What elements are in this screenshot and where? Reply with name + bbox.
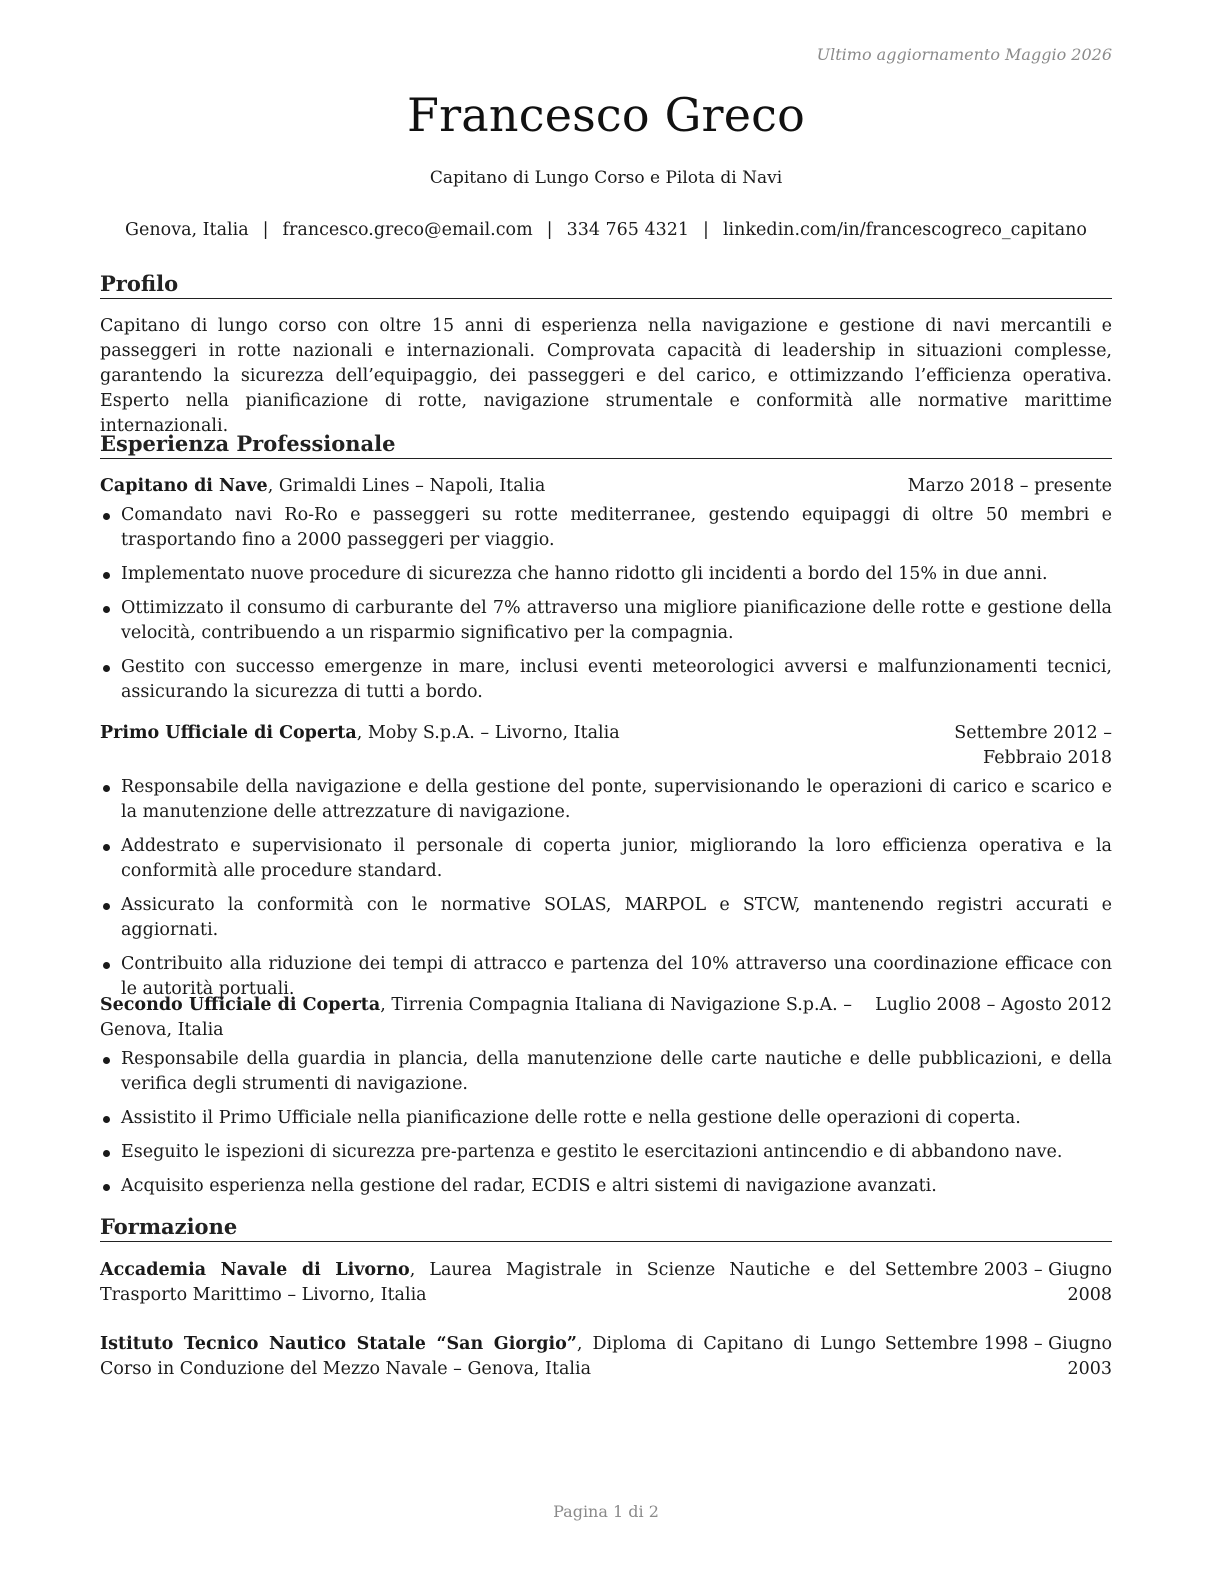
job-dates: Marzo 2018 – presente <box>907 476 1112 496</box>
education-school: Accademia Navale di Livorno <box>100 1260 410 1280</box>
list-item: Responsabile della navigazione e della gestione del ponte, supervisionando le operazioni di carico e scarico e la manutenzione delle attrezzature di navigazione. <box>100 775 1112 825</box>
resume-page <box>100 0 1112 1584</box>
job-entry <box>100 721 1112 1011</box>
list-item: Assicurato la conformità con le normative SOLAS, MARPOL e STCW, mantenendo registri accurati e aggiornati. <box>100 893 1112 943</box>
list-item: Assistito il Primo Ufficiale nella pianificazione delle rotte e nella gestione delle operazioni di coperta. <box>100 1106 1112 1131</box>
job-role: Capitano di Nave <box>100 476 268 496</box>
list-item: Acquisito esperienza nella gestione del radar, ECDIS e altri sistemi di navigazione avanzati. <box>100 1174 1112 1199</box>
job-dates: Settembre 2012 – Febbraio 2018 <box>954 723 1112 768</box>
job-bullets <box>100 503 1112 705</box>
list-item: Addestrato e supervisionato il personale di coperta junior, migliorando la loro efficienza operativa e la conformità alle procedure standard. <box>100 834 1112 884</box>
job-dates: Luglio 2008 – Agosto 2012 <box>875 995 1112 1015</box>
education-entry <box>100 1332 1112 1382</box>
list-item: Contribuito alla riduzione dei tempi di attracco e partenza del 10% attraverso una coordinazione efficace con le autorità portuali. <box>100 952 1112 1002</box>
page-number: Pagina 1 di 2 <box>553 1502 659 1521</box>
education-school: Istituto Tecnico Nautico Statale “San Giorgio” <box>100 1334 577 1354</box>
job-header <box>100 721 1112 771</box>
candidate-title: Capitano di Lungo Corso e Pilota di Navi <box>429 168 783 188</box>
contact-location: Genova, Italia <box>125 220 249 240</box>
last-updated: Ultimo aggiornamento Maggio 2026 <box>816 45 1112 64</box>
candidate-name: Francesco Greco <box>406 88 806 142</box>
list-item: Implementato nuove procedure di sicurezza che hanno ridotto gli incidenti a bordo del 15% in due anni. <box>100 562 1112 587</box>
contact-line <box>100 220 1112 240</box>
job-bullets <box>100 775 1112 1002</box>
contact-separator: | <box>703 220 709 240</box>
list-item: Comandato navi Ro-Ro e passeggeri su rotte mediterranee, gestendo equipaggi di oltre 50 membri e trasportando fino a 2000 passeggeri per viaggio. <box>100 503 1112 553</box>
list-item: Eseguito le ispezioni di sicurezza pre-partenza e gestito le esercitazioni antincendio e di abbandono nave. <box>100 1140 1112 1165</box>
job-company: , Tirrenia Compagnia Italiana di Navigazione S.p.A. – Genova, Italia <box>100 995 853 1040</box>
education-dates: Settembre 2003 – Giugno 2008 <box>884 1260 1112 1305</box>
job-role: Secondo Ufficiale di Coperta <box>100 995 381 1015</box>
education-dates: Settembre 1998 – Giugno 2003 <box>884 1334 1112 1379</box>
section-title-profile: Profilo <box>100 271 1112 299</box>
education-degree: , Laurea Magistrale in Scienze Nautiche e del Trasporto Marittimo – Livorno, Italia <box>100 1260 876 1305</box>
contact-phone: 334 765 4321 <box>566 220 690 240</box>
contact-email[interactable]: francesco.greco@email.com <box>282 220 533 240</box>
section-title-education: Formazione <box>100 1214 1112 1242</box>
education-header <box>100 1332 1112 1382</box>
job-entry <box>100 993 1112 1208</box>
profile-summary: Capitano di lungo corso con oltre 15 anni di esperienza nella navigazione e gestione di navi mercantili e passeggeri in rotte nazionali e internazionali. Comprovata capacità di leadership in situazioni complesse, garantendo la sicurezza dell’equipaggio, dei passeggeri e del carico, e ottimizzando l’efficienza operativa. Esperto nella pianificazione di rotte, navigazione strumentale e conformità alle normative marittime internazionali. <box>100 316 1112 436</box>
contact-separator: | <box>546 220 553 240</box>
education-degree: , Diploma di Capitano di Lungo Corso in Conduzione del Mezzo Navale – Genova, Italia <box>100 1334 877 1379</box>
job-entry <box>100 474 1112 714</box>
education-entry <box>100 1258 1112 1308</box>
contact-separator: | <box>262 220 269 240</box>
education-header <box>100 1258 1112 1308</box>
list-item: Ottimizzato il consumo di carburante del 7% attraverso una migliore pianificazione delle rotte e gestione della velocità, contribuendo a un risparmio significativo per la compagnia. <box>100 596 1112 646</box>
list-item: Gestito con successo emergenze in mare, inclusi eventi meteorologici avversi e malfunzionamenti tecnici, assicurando la sicurezza di tutti a bordo. <box>100 655 1112 705</box>
contact-linkedin[interactable]: linkedin.com/in/francescogreco_capitano <box>722 220 1087 240</box>
list-item: Responsabile della guardia in plancia, della manutenzione delle carte nautiche e delle pubblicazioni, e della verifica degli strumenti di navigazione. <box>100 1047 1112 1097</box>
job-company: , Grimaldi Lines – Napoli, Italia <box>267 476 546 496</box>
job-header <box>100 993 1112 1043</box>
job-bullets <box>100 1047 1112 1199</box>
job-role: Primo Ufficiale di Coperta <box>100 723 357 743</box>
job-header <box>100 474 1112 499</box>
section-title-experience: Esperienza Professionale <box>100 431 1112 459</box>
job-company: , Moby S.p.A. – Livorno, Italia <box>356 723 620 743</box>
